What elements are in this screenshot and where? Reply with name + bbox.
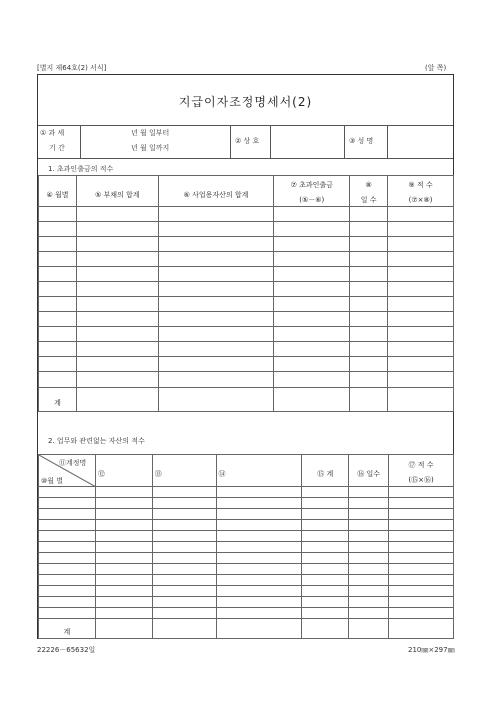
form-page (37, 74, 454, 639)
form-code: 22226－65632일 (37, 646, 96, 654)
diag-top-label: ⑪계정명 (59, 459, 87, 467)
diag-bottom-label: ⑩월 별 (41, 477, 64, 485)
table-row (39, 282, 454, 297)
col-excess: ⑦ 초과인출금 (⑤－⑥) (274, 176, 350, 207)
table-row (39, 342, 454, 357)
table-row (39, 542, 454, 553)
total-row (39, 619, 454, 639)
period-from: 년 월 일부터 (131, 129, 170, 137)
section1-total-label: 계 (54, 399, 61, 407)
table-row (39, 267, 454, 282)
section2-table (38, 454, 454, 639)
table-row (39, 531, 454, 542)
table-row (39, 327, 454, 342)
col-a: ⑫ (95, 455, 152, 487)
col-days: ⑯ 일수 (349, 455, 389, 487)
period-label-1: ① 과 세 (40, 129, 65, 137)
company-label: ② 상 호 (235, 137, 260, 145)
table-row (39, 553, 454, 564)
table-row (39, 207, 454, 222)
table-row (39, 509, 454, 520)
table-row (39, 575, 454, 586)
section2-title: 2. 업무와 관련없는 자산의 적수 (48, 437, 145, 445)
period-to: 년 월 일까지 (131, 144, 170, 152)
table-row (39, 237, 454, 252)
table-row (39, 487, 454, 498)
col-debt: ⑤ 부채의 합계 (76, 176, 158, 207)
total-row (39, 388, 454, 412)
page-side-label: (앞 쪽) (425, 64, 447, 72)
table-row (39, 312, 454, 327)
name-label: ③ 성 명 (349, 137, 374, 145)
table-row (39, 297, 454, 312)
table-row (39, 498, 454, 509)
table-row (39, 372, 454, 388)
diagonal-header (39, 455, 96, 487)
col-c: ⑭ (216, 455, 302, 487)
table-row (39, 520, 454, 531)
col-days: ⑧ 일 수 (350, 176, 388, 207)
col-sum: ⑰ 적 수 (⑮×⑯) (389, 455, 454, 487)
table-row (39, 586, 454, 597)
table-row (39, 564, 454, 575)
section2-total-label: 계 (63, 628, 71, 636)
section1-title: 1. 초과인출금의 적수 (48, 165, 114, 173)
table-row (39, 252, 454, 267)
form-number: [별지 제64호(2) 서식] (37, 64, 107, 72)
table-row (39, 608, 454, 619)
table-row (39, 222, 454, 237)
col-asset: ⑥ 사업용자산의 합계 (158, 176, 274, 207)
paper-size: 210㎜×297㎜ (408, 646, 455, 654)
form-title: 지급이자조정명세서(2) (178, 95, 313, 109)
table-row (39, 597, 454, 608)
period-label-2: 기 간 (49, 144, 65, 152)
col-total: ⑮ 계 (302, 455, 349, 487)
col-b: ⑬ (152, 455, 216, 487)
table-row (39, 357, 454, 372)
col-sum: ⑨ 적 수 (⑦×⑧) (388, 176, 454, 207)
col-month: ④ 월별 (39, 176, 77, 207)
section1-table (38, 175, 454, 412)
